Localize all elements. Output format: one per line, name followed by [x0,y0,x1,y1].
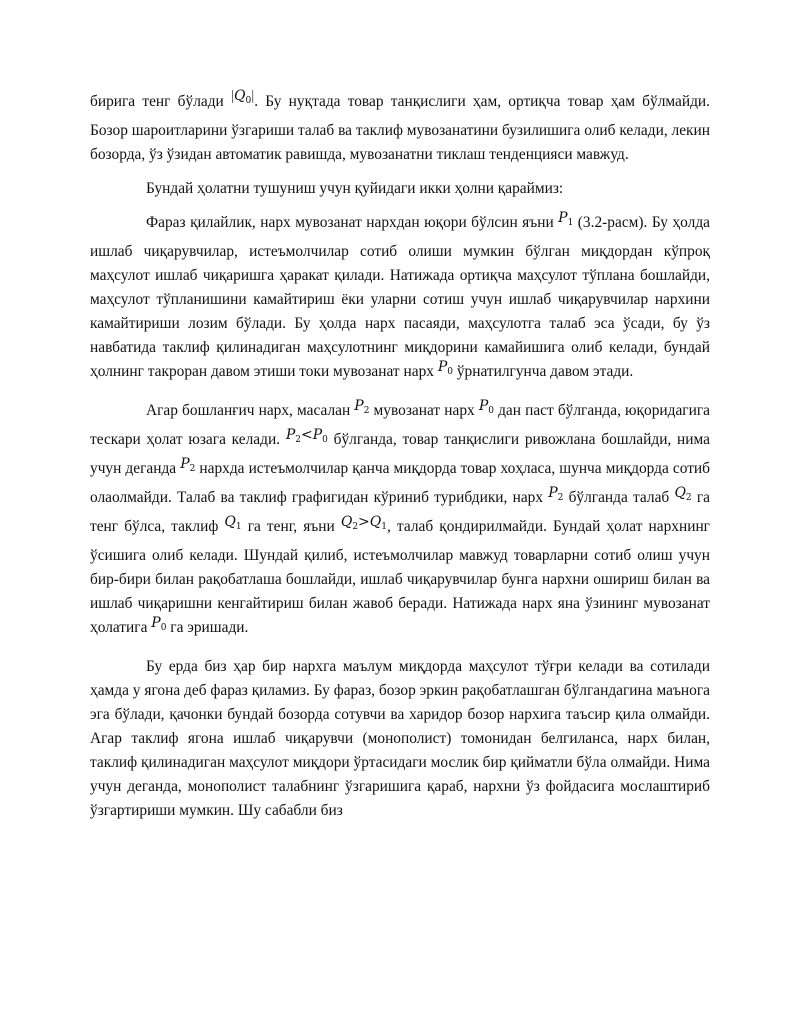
text: Фараз қилайлик, нарх мувозанат нархдан юқори бўлсин яъни [146,214,559,231]
math-var: Q [340,514,353,530]
text: бўлганда талаб [563,489,675,506]
math-var: P [151,615,161,631]
math-var: P [548,485,558,501]
math-var: P [312,427,323,443]
math-p2 [548,485,563,501]
math-p1 [558,210,573,226]
text: ўрнатилгунча давом этади. [452,363,634,380]
text: га эришади. [166,619,249,636]
math-sub: 1 [235,522,242,532]
math-var: P [354,398,364,414]
text: бирига тенг бўлади [90,93,231,110]
math-var: Q [234,88,246,104]
math-var: P [478,398,489,414]
paragraph-4 [90,399,710,645]
text: Агар бошланғич нарх, масалан [146,402,355,419]
math-p2-lt-p0 [286,427,328,443]
paragraph-2 [90,177,710,201]
math-var: P [180,456,190,472]
text: , талаб қондирилмайди. Бундай ҳолат нархнинг ўсишига олиб келади. Шундай қилиб, истеъмолчилар мавжуд товарларни сотиб олиш учун бир-бири билан рақобатлаша бошлайди, ишлаб чиқарувчилар бунга нархни ошириш билан ва ишлаб чиқаришни кенгайтириш билан жавоб беради. Натижада нарх яна ўзининг мувозанат ҳолатига [90,518,710,636]
text: нархда истеъмолчилар қанча миқдорда товар хоҳласа, шунча миқдорда сотиб олаолмайди. Талаб ва таклиф графигидан кўриниб турибдики, нарх [90,460,710,506]
math-sub: 2 [295,435,301,445]
text: . Бу нуқтада товар танқислиги ҳам, ортиқча товар ҳам бўлмайди. Бозор шароитларини ўзгариши талаб ва таклиф мувозанатини бузилишига олиб келади, лекин бозорда, ўз ўзидан автоматик равишда, мувозанатни тиклаш тенденцияси мавжуд. [90,93,710,163]
math-p0 [479,398,494,414]
math-p2 [180,456,195,472]
math-sub: 0 [447,367,453,377]
math-p0 [151,615,166,631]
math-op: < [300,427,313,443]
math-sub: 2 [363,406,370,416]
math-p2 [354,398,369,414]
math-q0 [234,88,251,104]
math-q1 [224,514,241,530]
math-var: P [558,210,568,226]
document-page [90,90,710,823]
bracket: | [251,88,255,104]
math-q2 [674,485,691,501]
paragraph-5 [90,655,710,823]
math-var: P [437,359,448,375]
math-sub: 1 [381,522,387,532]
paragraph-3 [90,211,710,389]
text: мувозанат нарх [369,402,479,419]
bracket: | [231,88,235,104]
paragraph-1 [90,90,710,167]
text: га тенг бўлса, таклиф [90,489,710,535]
math-sub: 2 [557,493,564,503]
math-sub: 2 [352,522,359,532]
text: (3.2-расм). Бу ҳолда ишлаб чиқарувчилар, истеъмолчилар сотиб олиши мумкин бўлган миқдордан кўпроқ маҳсулот ишлаб чиқаришга ҳаракат қилади. Натижада ортиқча маҳсулот тўплана бошлайди, маҳсулот тўпланишини камайтириш ёки уларни сотиш учун ишлаб чиқарувчилар нархини камайтириши лозим бўлади. Бу ҳолда нарх пасаяди, маҳсулотга талаб эса ўсади, бу ўз навбатида таклиф қилинадиган маҳсулотнинг миқдорини камайишига олиб келади, бундай ҳолнинг такроран давом этиши токи мувозанат нарх [90,214,711,380]
math-var: Q [674,485,686,501]
text: Бу ерда биз ҳар бир нархга маълум миқдорда маҳсулот тўғри келади ва сотилади ҳамда у ягона деб фараз қиламиз. Бу фараз, бозор эркин рақобатлашган бўлгандагина маънога эга бўлади, қачонки бундай бозорда сотувчи ва харидор бозор нархига таъсир қила олмайди. Агар таклиф ягона ишлаб чиқарувчи (монополист) томонидан белгиланса, нарх билан, таклиф қилинадиган маҳсулот миқдори ўртасидаги мослик бир қийматли бўла олмайди. Нима учун деганда, монополист талабнинг ўзгаришига қараб, нархни ўз фойдасига мослаштириб ўзгартириши мумкин. Шу сабабли биз [90,658,710,819]
math-q2-gt-q1 [341,514,387,530]
math-sub: 0 [245,96,252,106]
text: дан паст бўлганда, юқоридагига тескари ҳолат юзага келади. [90,402,710,448]
text: бўлганда, товар танқислиги ривожлана бошлайди, нима учун деганда [90,431,710,477]
math-sub: 0 [160,623,167,633]
math-sub: 2 [685,493,692,503]
math-p0 [438,359,453,375]
text: Бундай ҳолатни тушуниш учун қуйидаги икки ҳолни қараймиз: [146,180,564,197]
math-op: > [358,514,370,530]
math-var: P [285,427,296,443]
text: га тенг, яъни [241,518,341,535]
math-sub: 0 [322,435,328,445]
math-sub: 1 [567,218,574,228]
math-var: Q [369,514,382,530]
math-sub: 0 [488,406,494,416]
math-sub: 2 [189,464,196,474]
math-var: Q [224,514,236,530]
